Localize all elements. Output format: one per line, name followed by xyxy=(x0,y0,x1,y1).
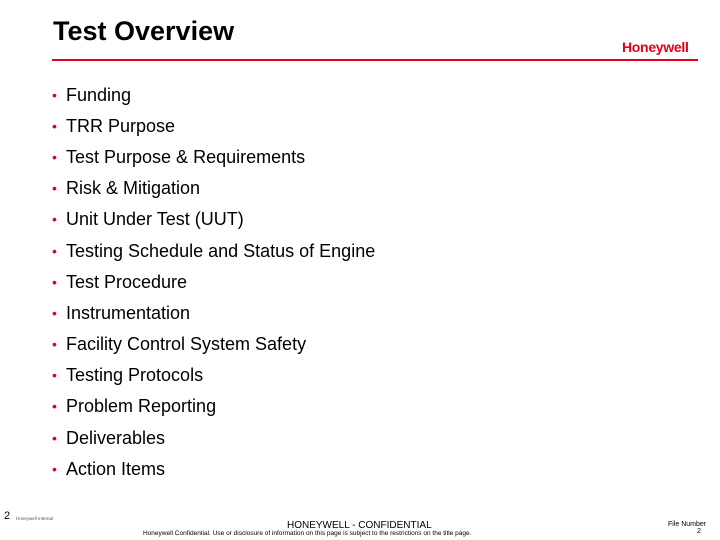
bullet-text: Facility Control System Safety xyxy=(66,334,307,355)
bullet-marker: • xyxy=(52,86,57,103)
bullet-text: Action Items xyxy=(66,458,166,479)
bullet-marker: • xyxy=(52,460,57,477)
footer-company-label: Honeywell Internal xyxy=(16,516,54,521)
bullet-marker: • xyxy=(52,304,57,321)
bullet-item xyxy=(52,360,375,391)
bullet-item xyxy=(52,204,375,235)
bullet-text: TRR Purpose xyxy=(66,115,176,136)
bullet-list xyxy=(52,79,375,484)
bullet-item xyxy=(52,297,375,328)
file-number-label: File Number xyxy=(668,521,707,528)
bullet-item xyxy=(52,453,375,484)
bullet-marker: • xyxy=(52,336,57,353)
bullet-item xyxy=(52,422,375,453)
bullet-marker: • xyxy=(52,398,57,415)
bullet-item xyxy=(52,329,375,360)
bullet-text: Instrumentation xyxy=(66,302,191,323)
bullet-item xyxy=(52,79,375,110)
bullet-text: Funding xyxy=(66,84,132,105)
bullet-marker: • xyxy=(52,367,57,384)
bullet-text: Testing Schedule and Status of Engine xyxy=(66,240,376,261)
bullet-marker: • xyxy=(52,117,57,134)
confidentiality-label: HONEYWELL - CONFIDENTIAL xyxy=(287,520,432,531)
bullet-marker: • xyxy=(52,180,57,197)
bullet-marker: • xyxy=(52,273,57,290)
confidentiality-notice: Honeywell Confidential. Use or disclosure of information on this page is subject to the restrictions on the title page. xyxy=(143,530,472,537)
bullet-text: Testing Protocols xyxy=(66,365,204,386)
bullet-marker: • xyxy=(52,242,57,259)
file-number-value: 2 xyxy=(697,528,701,535)
title-divider xyxy=(52,59,698,61)
bullet-item xyxy=(52,173,375,204)
bullet-marker: • xyxy=(52,429,57,446)
bullet-text: Risk & Mitigation xyxy=(66,178,201,199)
bullet-text: Test Purpose & Requirements xyxy=(66,146,306,167)
bullet-marker: • xyxy=(52,211,57,228)
bullet-item xyxy=(52,391,375,422)
bullet-text: Deliverables xyxy=(66,427,166,448)
bullet-text: Unit Under Test (UUT) xyxy=(66,209,244,230)
bullet-item xyxy=(52,266,375,297)
honeywell-logo: Honeywell xyxy=(622,39,689,55)
bullet-marker: • xyxy=(52,148,57,165)
bullet-item xyxy=(52,235,375,266)
bullet-text: Problem Reporting xyxy=(66,396,217,417)
page-number: 2 xyxy=(4,510,11,522)
bullet-item xyxy=(52,141,375,172)
bullet-text: Test Procedure xyxy=(66,271,188,292)
bullet-item xyxy=(52,110,375,141)
slide-title: Test Overview xyxy=(53,16,235,46)
